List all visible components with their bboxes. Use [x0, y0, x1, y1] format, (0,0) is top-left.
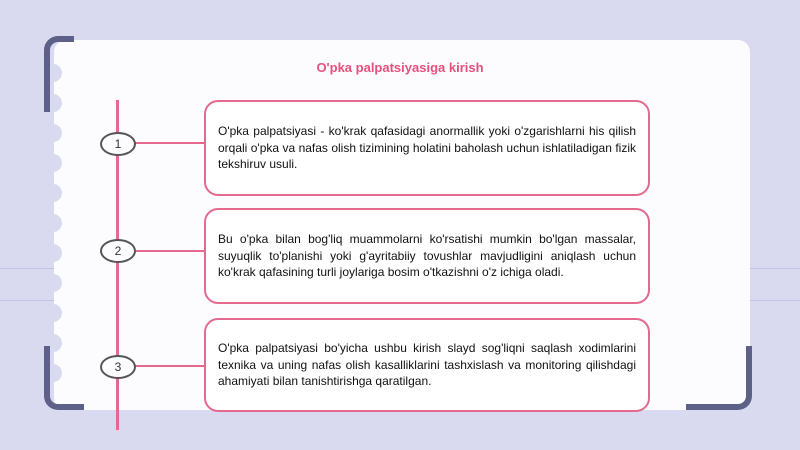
step-card-1: [204, 100, 650, 196]
step-number-1: 1: [100, 132, 136, 156]
page-title: O'pka palpatsiyasiga kirish: [316, 60, 484, 75]
step-text-2: Bu o'pka bilan bog'liq muammolarni ko'rsatishi mumkin bo'lgan massalar, suyuqlik to'planishi yoki g'ayritabiiy tovushlar mavjudligini aniqlash uchun ko'krak qafasining turli joylariga bosim o'tkazishni o'z ichiga oladi.: [218, 231, 636, 280]
step-number-2: 2: [100, 239, 136, 263]
notebook-notch: [44, 184, 62, 202]
step-text-1: O'pka palpatsiyasi - ko'krak qafasidagi anormallik yoki o'zgarishlarni his qilish orqali o'pka va nafas olish tizimining holatini baholash uchun ishlatiladigan fizik tekshiruv usuli.: [218, 123, 636, 172]
notebook-notch: [44, 274, 62, 292]
corner-bracket-bottom-right: [686, 346, 752, 410]
corner-bracket-bottom-left: [44, 346, 84, 410]
timeline-connector: [134, 250, 204, 252]
notebook-notch: [44, 214, 62, 232]
notebook-notch: [44, 154, 62, 172]
step-card-2: [204, 208, 650, 304]
timeline-connector: [134, 142, 204, 144]
notebook-notch: [44, 124, 62, 142]
step-card-3: [204, 318, 650, 412]
notebook-notch: [44, 244, 62, 262]
corner-bracket-top-left: [44, 36, 74, 112]
step-text-3: O'pka palpatsiyasi bo'yicha ushbu kirish slayd sog'liqni saqlash xodimlarini texnika va uning nafas olish kasalliklarini tashxislash va monitoring qilishdagi ahamiyati bilan tanishtirishga qaratilgan.: [218, 340, 636, 389]
notebook-notch: [44, 304, 62, 322]
timeline-connector: [134, 365, 204, 367]
step-number-3: 3: [100, 355, 136, 379]
